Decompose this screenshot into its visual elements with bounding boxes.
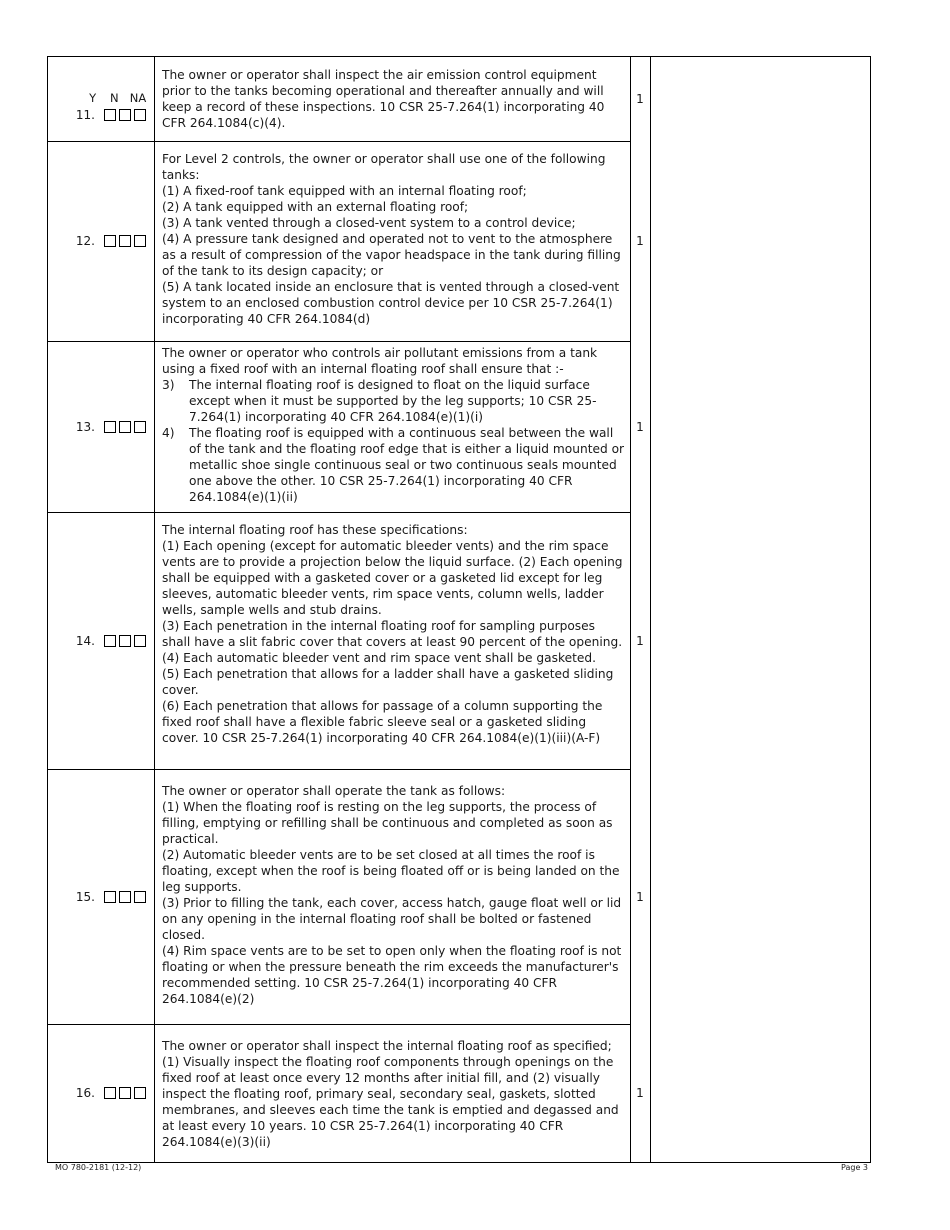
na-checkbox[interactable] — [134, 1087, 146, 1099]
requirement-paragraph: (5) A tank located inside an enclosure that is vented through a closed-vent system to an enclosed combustion control device per 10 CSR 25-7.264(1) incorporating 40 CFR 264.1084(d) — [162, 280, 620, 326]
checklist-row — [48, 1024, 872, 1162]
checklist-row — [48, 57, 872, 141]
list-item-label: 3) — [162, 378, 175, 392]
requirement-paragraph: The owner or operator shall inspect the internal floating roof as specified; — [162, 1039, 612, 1053]
requirement-paragraph: (6) Each penetration that allows for passage of a column supporting the fixed roof shall have a flexible fabric sleeve seal or a gasketed sliding cover. 10 CSR 25-7.264(1) incorporating 40 CFR 264.1084(e)(1)(iii)(A-F) — [162, 699, 603, 745]
page-number: Page 3 — [841, 1163, 868, 1172]
requirement-paragraph: (3) A tank vented through a closed-vent system to a control device; — [162, 216, 576, 230]
no-checkbox[interactable] — [119, 235, 131, 247]
na-checkbox[interactable] — [134, 891, 146, 903]
requirement-text — [162, 151, 626, 327]
item-number: 13. — [75, 419, 95, 434]
yes-checkbox[interactable] — [104, 635, 116, 647]
na-checkbox[interactable] — [134, 421, 146, 433]
checklist-row — [48, 141, 872, 341]
na-checkbox[interactable] — [134, 235, 146, 247]
reference-number: 1 — [636, 889, 644, 904]
requirement-paragraph: The internal floating roof has these specifications: — [162, 523, 468, 537]
yes-header: Y — [89, 91, 97, 105]
requirement-text — [162, 67, 626, 131]
list-item — [162, 377, 626, 425]
reference-number: 1 — [636, 633, 644, 648]
requirement-paragraph: (1) A fixed-roof tank equipped with an internal floating roof; — [162, 184, 527, 198]
no-checkbox[interactable] — [119, 635, 131, 647]
no-checkbox[interactable] — [119, 421, 131, 433]
requirement-paragraph: (1) When the floating roof is resting on the leg supports, the process of filling, emptying or refilling shall be continuous and completed as soon as practical. — [162, 800, 613, 846]
item-number-cell — [48, 341, 154, 512]
item-number: 14. — [75, 633, 95, 648]
item-number-cell — [48, 512, 154, 769]
requirement-text — [162, 1038, 626, 1150]
item-number: 16. — [75, 1086, 95, 1100]
requirement-paragraph: (4) Rim space vents are to be set to open only when the floating roof is not floating or when the pressure beneath the rim exceeds the manufacturer's recommended setting. 10 CSR 25-7.264(1) incorporating 40 CFR 264.1084(e)(2) — [162, 944, 622, 1006]
reference-number: 1 — [636, 1086, 644, 1100]
no-checkbox[interactable] — [119, 891, 131, 903]
requirement-paragraph: (1) Visually inspect the floating roof components through openings on the fixed roof at least once every 12 months after initial fill, and (2) visually inspect the floating roof, primary seal, secondary seal, gaskets, slotted membranes, and sleeves each time the tank is emptied and degassed and at least every 10 years. 10 CSR 25-7.264(1) incorporating 40 CFR 264.1084(e)(3)(ii) — [162, 1055, 619, 1149]
yes-no-na-header — [86, 91, 148, 105]
checklist-row — [48, 512, 872, 769]
item-number: 12. — [75, 234, 95, 248]
no-checkbox[interactable] — [119, 1087, 131, 1099]
requirement-paragraph: For Level 2 controls, the owner or operator shall use one of the following tanks: — [162, 152, 606, 182]
item-number: 15. — [75, 889, 95, 904]
yes-checkbox[interactable] — [104, 235, 116, 247]
item-number-cell — [48, 141, 154, 341]
requirement-paragraph: (4) A pressure tank designed and operated not to vent to the atmosphere as a result of compression of the vapor headspace in the tank during filling of the tank to its design capacity; or — [162, 232, 621, 278]
form-number: MO 780-2181 (12-12) — [55, 1163, 142, 1172]
requirement-paragraph: (2) Automatic bleeder vents are to be set closed at all times the roof is floating, except when the roof is being floated off or is being landed on the leg supports. — [162, 848, 620, 894]
na-checkbox[interactable] — [134, 635, 146, 647]
requirement-text — [162, 345, 626, 505]
requirement-text — [162, 522, 626, 746]
checklist-table — [47, 56, 871, 1163]
yes-checkbox[interactable] — [104, 891, 116, 903]
item-number: 11. — [75, 108, 95, 122]
requirement-paragraph: (3) Each penetration in the internal floating roof for sampling purposes shall have a slit fabric cover that covers at least 90 percent of the opening. — [162, 619, 623, 649]
na-header: NA — [129, 91, 147, 105]
requirement-paragraph: (5) Each penetration that allows for a ladder shall have a gasketed sliding cover. — [162, 667, 614, 697]
yes-checkbox[interactable] — [104, 421, 116, 433]
yes-checkbox[interactable] — [104, 109, 116, 121]
item-number-cell — [48, 769, 154, 1024]
requirement-paragraph: The owner or operator shall inspect the air emission control equipment prior to the tanks becoming operational and thereafter annually and will keep a record of these inspections. 10 CSR 25-7.264(1) incorporating 40 CFR 264.1084(c)(4). — [162, 68, 605, 130]
list-item-text: The floating roof is equipped with a continuous seal between the wall of the tank and the floating roof edge that is either a liquid mounted or metallic shoe single continuous seal or two continuous seals mounted one above the other. 10 CSR 25-7.264(1) incorporating 40 CFR 264.1084(e)(1)(ii) — [189, 426, 625, 504]
checklist-row — [48, 341, 872, 512]
requirement-paragraph: The owner or operator who controls air pollutant emissions from a tank using a fixed roof with an internal floating roof shall ensure that :- — [162, 346, 598, 376]
requirement-paragraph: (4) Each automatic bleeder vent and rim space vent shall be gasketed. — [162, 651, 596, 665]
na-checkbox[interactable] — [134, 109, 146, 121]
list-item-text: The internal floating roof is designed to float on the liquid surface except when it must be supported by the leg supports; 10 CSR 25-7.264(1) incorporating 40 CFR 264.1084(e)(1)(i) — [189, 378, 597, 424]
requirement-paragraph: The owner or operator shall operate the tank as follows: — [162, 784, 506, 798]
checklist-row — [48, 769, 872, 1024]
reference-number: 1 — [636, 419, 644, 434]
list-item — [162, 425, 626, 505]
item-number-cell — [48, 1024, 154, 1162]
no-header: N — [110, 91, 119, 105]
requirement-text — [162, 783, 626, 1007]
requirement-paragraph: (2) A tank equipped with an external floating roof; — [162, 200, 469, 214]
list-item-label: 4) — [162, 426, 175, 440]
no-checkbox[interactable] — [119, 109, 131, 121]
item-number-cell — [48, 57, 154, 141]
requirement-paragraph: (1) Each opening (except for automatic bleeder vents) and the rim space vents are to provide a projection below the liquid surface. (2) Each opening shall be equipped with a gasketed cover or a gasketed lid except for leg sleeves, automatic bleeder vents, rim space vents, column wells, ladder wells, sample wells and stub drains. — [162, 539, 623, 617]
reference-number: 1 — [636, 234, 644, 248]
requirement-paragraph: (3) Prior to filling the tank, each cover, access hatch, gauge float well or lid on any opening in the internal floating roof shall be bolted or fastened closed. — [162, 896, 622, 942]
yes-checkbox[interactable] — [104, 1087, 116, 1099]
reference-number: 1 — [636, 92, 644, 106]
